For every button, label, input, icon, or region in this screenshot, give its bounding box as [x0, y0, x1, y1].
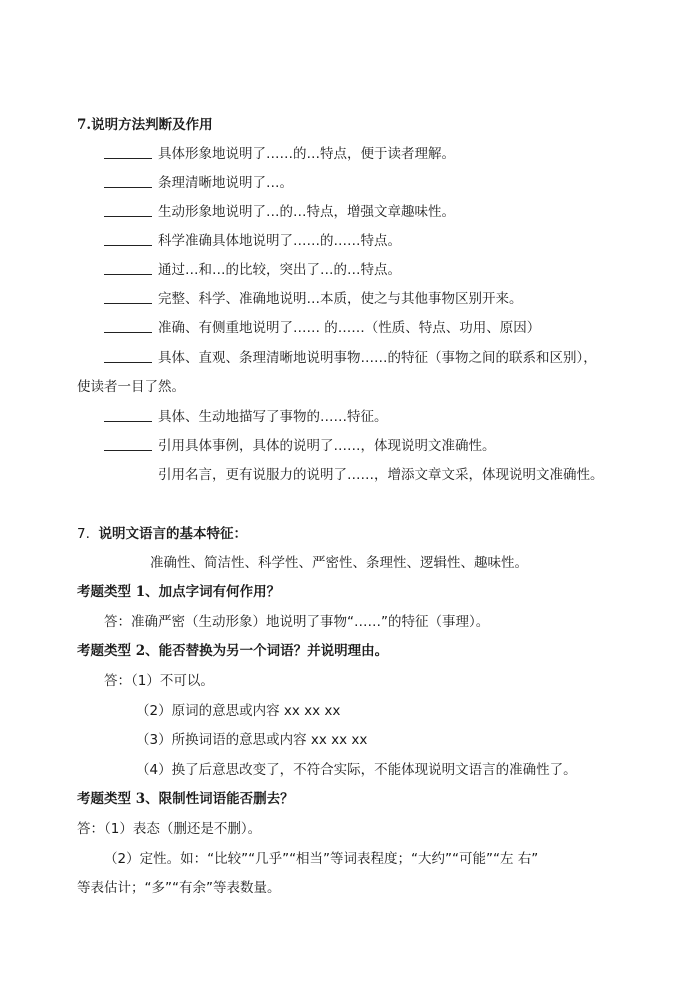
method-item: 完整、科学、准确地说明…本质，使之与其他事物区别开来。 — [104, 290, 523, 308]
answer-line: （4）换了后意思改变了，不符合实际，不能体现说明文语言的准确性了。 — [136, 762, 577, 778]
answer-line: （2）定性。如：“比较”“几乎”“相当”等词表程度；“大约”“可能”“左 右” — [104, 851, 539, 867]
answer-blank[interactable] — [104, 290, 152, 304]
method-item: 通过…和…的比较，突出了…的…特点。 — [104, 261, 401, 279]
method-item: 引用具体事例，具体的说明了……，体现说明文准确性。 — [104, 437, 496, 455]
method-item: 引用名言，更有说服力的说明了……，增添文章文采，体现说明文准确性。 — [158, 467, 604, 483]
answer-blank[interactable] — [104, 174, 152, 188]
method-item: 准确、有侧重地说明了…… 的……（性质、特点、功用、原因） — [104, 319, 540, 337]
answer-blank[interactable] — [104, 408, 152, 422]
answer-blank[interactable] — [104, 145, 152, 159]
question-type-2: 考题类型 2、能否替换为另一个词语？并说明理由。 — [77, 643, 389, 659]
answer-line: （3）所换词语的意思或内容 xx xx xx — [136, 732, 368, 748]
method-item: 具体、生动地描写了事物的……特征。 — [104, 408, 388, 426]
method-item: 生动形象地说明了…的…特点，增强文章趣味性。 — [104, 203, 455, 221]
method-item-continuation: 使读者一目了然。 — [77, 379, 185, 395]
method-item: 条理清晰地说明了…。 — [104, 174, 293, 192]
method-item: 科学准确具体地说明了……的……特点。 — [104, 232, 401, 250]
language-features: 准确性、简洁性、科学性、严密性、条理性、逻辑性、趣味性。 — [150, 555, 528, 571]
answer-blank[interactable] — [104, 261, 152, 275]
section-heading-language: 7. 说明文语言的基本特征： — [77, 526, 247, 542]
method-item: 具体、直观、条理清晰地说明事物……的特征（事物之间的联系和区别）， — [104, 349, 597, 367]
question-type-1: 考题类型 1、加点字词有何作用？ — [77, 584, 281, 600]
answer-line: 答：准确严密（生动形象）地说明了事物“……”的特征（事理）。 — [104, 614, 490, 630]
answer-blank[interactable] — [104, 437, 152, 451]
answer-blank[interactable] — [104, 319, 152, 333]
section-heading-methods: 7.说明方法判断及作用 — [77, 117, 213, 133]
answer-blank[interactable] — [104, 349, 152, 363]
answer-line: 答：（1）不可以。 — [104, 673, 214, 689]
answer-line: 答：（1）表态（删还是不删）。 — [77, 821, 262, 837]
answer-line: 等表估计；“多”“有余”等表数量。 — [77, 880, 281, 896]
question-type-3: 考题类型 3、限制性词语能否删去？ — [77, 791, 294, 807]
answer-blank[interactable] — [104, 232, 152, 246]
answer-line: （2）原词的意思或内容 xx xx xx — [136, 703, 341, 719]
answer-blank[interactable] — [104, 203, 152, 217]
method-item: 具体形象地说明了……的…特点，便于读者理解。 — [104, 145, 455, 163]
